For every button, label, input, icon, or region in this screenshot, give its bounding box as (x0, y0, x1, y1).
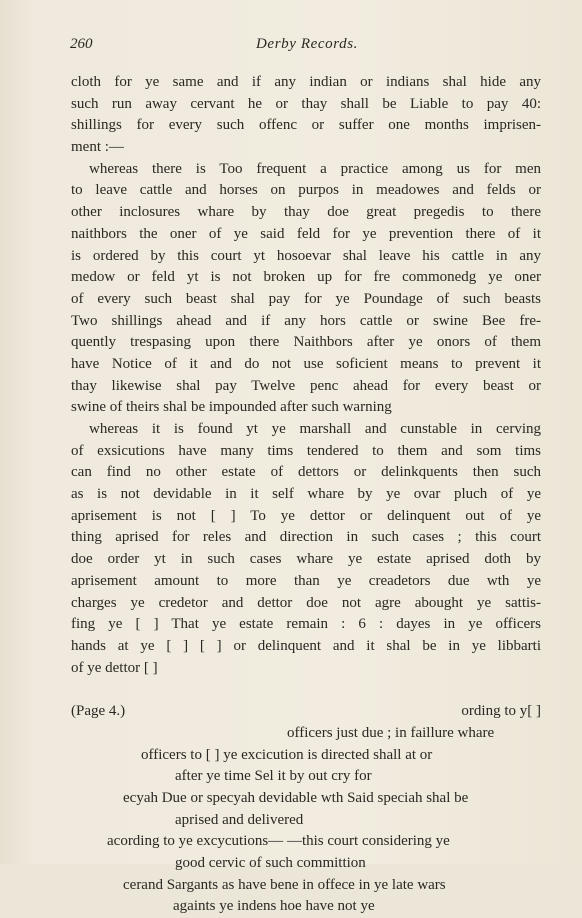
text-line: to leave cattle and horses on purpos in meadowes and felds or (71, 182, 541, 199)
text-line: shillings for every such offenc or suffer one months imprisen- (71, 117, 541, 134)
text-line: cloth for ye same and if any indian or indians shal hide any (71, 74, 541, 90)
text-line: as is not devidable in it self whare by ye ovar pluch of ye (71, 486, 541, 503)
running-title: Derby Records. (256, 36, 358, 52)
text-line: thing aprised for reles and direction in such cases ; this court (71, 529, 541, 546)
page4-heading-line (71, 701, 541, 723)
page4-line: againts ye indens hoe have not ye (173, 898, 375, 915)
text-line: aprisement amount to more than ye creadetors due wth ye (71, 572, 541, 589)
text-line: quently trespasing upon there Naithbors after ye onors of them (71, 334, 541, 351)
text-line: ment :— (71, 139, 124, 156)
page4-label: (Page 4.) (71, 703, 126, 720)
text-line: Two shillings ahead and if any hors cattle or swine Bee fre- (71, 312, 541, 329)
text-line: of ye dettor [ ] (71, 659, 158, 676)
page4-line: acording to ye excycutions— —this court considering ye (107, 833, 450, 850)
page4-line: officers just due ; in faillure whare (287, 724, 495, 741)
document-body (71, 72, 541, 918)
text-line: doe order yt in such cases whare ye estate aprised doth by (71, 551, 541, 568)
text-line: such run away cervant he or thay shall be Liable to pay 40: (71, 95, 541, 112)
text-line: thay likewise shal pay Twelve penc ahead for every beast or (71, 377, 541, 394)
page-number: 260 (70, 36, 93, 52)
text-line: fing ye [ ] That ye estate remain : 6 : dayes in ye officers (71, 616, 541, 633)
page4-line: good cervic of such committion (175, 855, 366, 872)
page4-right-fragment: ording to y[ ] (461, 703, 541, 720)
text-line: can find no other estate of dettors or delinkquents then such (71, 464, 541, 481)
text-line: of every such beast shal pay for ye Poundage of such beasts (71, 290, 541, 307)
page4-line: officers to [ ] ye excicution is directed shall at or (141, 746, 433, 763)
text-line: swine of theirs shal be impounded after such warning (71, 399, 392, 416)
text-line: whereas there is Too frequent a practice among us for men (89, 160, 541, 177)
text-line: medow or feld yt is not broken up for fre commonedg ye oner (71, 269, 541, 286)
page4-line: after ye time Sel it by out cry for (175, 768, 372, 785)
text-line: of exsicutions have many tims tendered to them and som tims (71, 442, 541, 459)
text-line: have Notice of it and do not use soficient means to prevent it (71, 355, 541, 372)
text-line: is ordered by this court yt hosoevar shal leave his cattle in any (71, 247, 541, 264)
text-line: whereas it is found yt ye marshall and cunstable in cerving (89, 421, 541, 437)
text-line: naithbors the oner of ye said feld for ye prevention there of it (71, 225, 541, 242)
page4-line: aprised and delivered (175, 811, 304, 828)
page-header (70, 36, 552, 56)
text-line: aprisement is not [ ] To ye dettor or delinquent out of ye (71, 507, 541, 524)
page4-line: ecyah Due or specyah devidable wth Said speciah shal be (123, 790, 469, 806)
text-line: hands at ye [ ] [ ] or delinquent and it shal be in ye libbarti (71, 637, 541, 654)
section-gap (71, 679, 541, 701)
text-line: charges ye credetor and dettor doe not agre abought ye sattis- (71, 594, 541, 611)
page4-line: cerand Sargants as have bene in offece in ye late wars (123, 876, 446, 893)
text-line: other inclosures whare by thay doe great pregedis to there (71, 204, 541, 221)
